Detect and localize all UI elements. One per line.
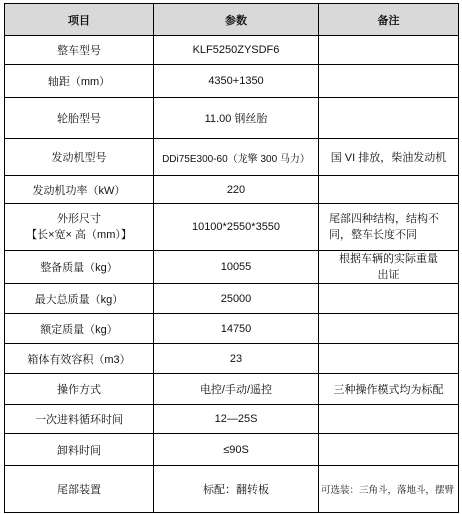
table-row bbox=[5, 284, 459, 314]
item-cell: 箱体有效容积（m3） bbox=[5, 344, 154, 374]
param-cell: 标配：翻转板 bbox=[154, 466, 319, 513]
item-cell: 轮胎型号 bbox=[5, 98, 154, 139]
table-row bbox=[5, 65, 459, 98]
table-row bbox=[5, 139, 459, 176]
note-cell bbox=[319, 284, 459, 314]
table-row bbox=[5, 466, 459, 513]
param-cell: 14750 bbox=[154, 314, 319, 344]
note-cell bbox=[319, 204, 459, 251]
note-cell bbox=[319, 344, 459, 374]
table-row bbox=[5, 314, 459, 344]
table-row bbox=[5, 176, 459, 204]
param-cell: 10055 bbox=[154, 251, 319, 284]
param-cell: 23 bbox=[154, 344, 319, 374]
table-row bbox=[5, 344, 459, 374]
item-cell: 整备质量（kg） bbox=[5, 251, 154, 284]
item-cell bbox=[5, 204, 154, 251]
item-cell: 操作方式 bbox=[5, 374, 154, 405]
note-cell bbox=[319, 36, 459, 65]
note-cell bbox=[319, 98, 459, 139]
note-line: 同，整车长度不同 bbox=[329, 229, 417, 241]
note-line: 根据车辆的实际重量 bbox=[339, 253, 438, 265]
param-cell: 25000 bbox=[154, 284, 319, 314]
spec-table bbox=[4, 3, 459, 513]
item-cell: 整车型号 bbox=[5, 36, 154, 65]
param-cell: KLF5250ZYSDF6 bbox=[154, 36, 319, 65]
note-cell bbox=[319, 314, 459, 344]
note-cell bbox=[319, 434, 459, 466]
item-line: 【长×宽× 高（mm）】 bbox=[26, 229, 132, 241]
item-cell: 发动机型号 bbox=[5, 139, 154, 176]
param-cell: ≤90S bbox=[154, 434, 319, 466]
note-line: 出证 bbox=[377, 269, 400, 281]
item-cell: 轴距（mm） bbox=[5, 65, 154, 98]
note-cell: 可选装：三角斗，落地斗，摆臂 bbox=[319, 466, 459, 513]
param-cell: 12—25S bbox=[154, 405, 319, 434]
param-cell: 10100*2550*3550 bbox=[154, 204, 319, 251]
item-line: 外形尺寸 bbox=[57, 213, 101, 225]
table-header bbox=[5, 4, 459, 36]
table-row bbox=[5, 98, 459, 139]
item-cell: 发动机功率（kW） bbox=[5, 176, 154, 204]
note-cell bbox=[319, 176, 459, 204]
header-param: 参数 bbox=[154, 4, 319, 36]
note-line: 尾部四种结构，结构不 bbox=[329, 213, 439, 225]
item-cell: 一次进料循环时间 bbox=[5, 405, 154, 434]
table-row bbox=[5, 374, 459, 405]
table-row bbox=[5, 405, 459, 434]
param-cell: 电控/手动/遥控 bbox=[154, 374, 319, 405]
note-cell bbox=[319, 65, 459, 98]
item-cell: 最大总质量（kg） bbox=[5, 284, 154, 314]
item-cell: 额定质量（kg） bbox=[5, 314, 154, 344]
header-note: 备注 bbox=[319, 4, 459, 36]
table-row bbox=[5, 36, 459, 65]
param-cell: DDi75E300-60（龙擎 300 马力） bbox=[154, 139, 319, 176]
param-cell: 11.00 钢丝胎 bbox=[154, 98, 319, 139]
item-cell: 尾部装置 bbox=[5, 466, 154, 513]
table-row bbox=[5, 434, 459, 466]
param-cell: 220 bbox=[154, 176, 319, 204]
note-cell bbox=[319, 251, 459, 284]
header-item: 项目 bbox=[5, 4, 154, 36]
note-cell: 国 VI 排放，柴油发动机 bbox=[319, 139, 459, 176]
header-row bbox=[5, 4, 459, 36]
note-cell bbox=[319, 405, 459, 434]
table-row bbox=[5, 251, 459, 284]
table-body bbox=[5, 36, 459, 513]
table-row bbox=[5, 204, 459, 251]
item-cell: 卸料时间 bbox=[5, 434, 154, 466]
param-cell: 4350+1350 bbox=[154, 65, 319, 98]
note-cell: 三种操作模式均为标配 bbox=[319, 374, 459, 405]
